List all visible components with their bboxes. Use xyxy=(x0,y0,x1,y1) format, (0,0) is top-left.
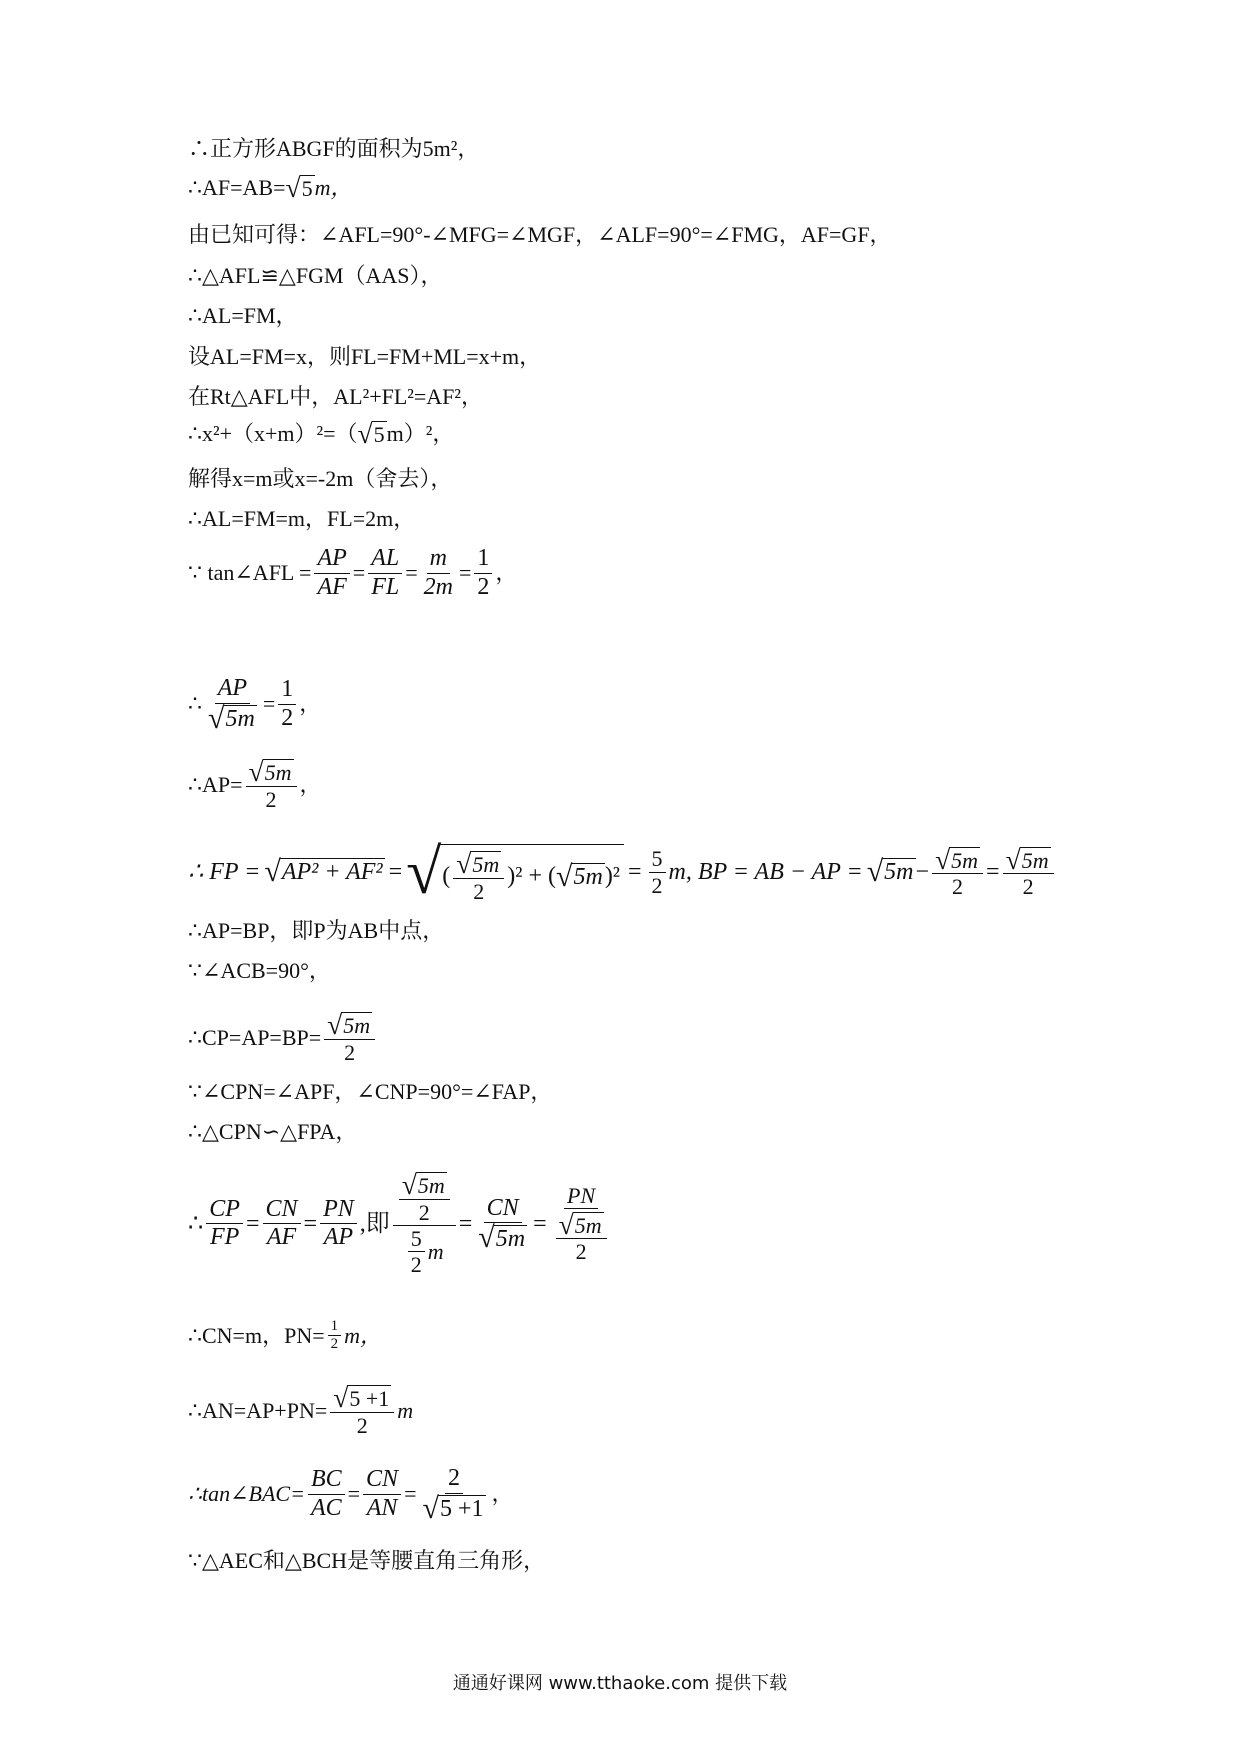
numerator: m xyxy=(427,545,450,574)
paren: )² + ( xyxy=(507,862,556,889)
text: ∴CP=AP=BP= xyxy=(188,1024,322,1050)
equals: = xyxy=(628,859,642,885)
sqrt: √ 5m xyxy=(478,1221,526,1255)
page-footer: 通通好课网 www.tthaoke.com 提供下载 xyxy=(452,1673,788,1694)
radicand: 5m xyxy=(1021,847,1049,873)
radicand: 5 xyxy=(373,422,385,448)
text: ∴CN=m，PN= xyxy=(188,1322,325,1348)
fraction xyxy=(421,545,456,601)
fraction xyxy=(324,1010,375,1065)
sqrt-big: √ ( √ 5m 2 )² + ( √ 5m )² xyxy=(406,840,624,904)
fraction xyxy=(278,676,296,732)
denominator: AC xyxy=(310,1494,342,1521)
numerator: 1 xyxy=(278,676,296,705)
fraction xyxy=(408,1226,425,1278)
denominator: AN xyxy=(366,1494,398,1521)
numerator: AP xyxy=(215,675,250,704)
equals: = xyxy=(388,859,403,885)
text: 在Rt△AFL中，AL²+FL²=AF²， xyxy=(188,384,483,409)
line-23 xyxy=(188,1465,514,1524)
numerator: 5 xyxy=(649,846,666,872)
sqrt: √ 5 +1 xyxy=(422,1491,484,1525)
comma: ， xyxy=(299,691,322,717)
line-21 xyxy=(188,1318,382,1354)
radicand: 5m xyxy=(573,863,603,890)
denominator: AF xyxy=(266,1224,297,1251)
line-19 xyxy=(188,1121,357,1143)
fraction xyxy=(1003,845,1054,900)
denominator: FL xyxy=(371,573,400,600)
text: ∵△AEC和△BCH是等腰直角三角形， xyxy=(188,1548,546,1573)
sqrt: √ 5m xyxy=(1005,843,1049,875)
fraction xyxy=(328,1318,342,1354)
sqrt: √ 5m xyxy=(327,1009,371,1041)
line-11 xyxy=(188,545,517,601)
radicand: AP² + AF² xyxy=(281,859,383,886)
fraction xyxy=(474,545,492,601)
line-8 xyxy=(188,420,454,448)
numerator: 1 xyxy=(474,545,492,574)
text: ∴tan∠BAC= xyxy=(188,1481,305,1507)
paren: ( xyxy=(442,862,451,889)
fraction xyxy=(932,845,983,900)
numerator: AP xyxy=(314,545,349,574)
numerator xyxy=(246,757,297,787)
denominator xyxy=(205,701,260,735)
denominator: 2 xyxy=(356,1412,368,1438)
line-4 xyxy=(188,265,443,287)
sqrt: √ 5m xyxy=(248,756,292,788)
numerator: PN xyxy=(564,1183,598,1209)
line-14 xyxy=(188,836,1057,907)
equals: = xyxy=(405,560,418,586)
sqrt: √ 5m xyxy=(401,1169,445,1201)
line-10 xyxy=(188,508,415,530)
sqrt: √ AP² + AF² xyxy=(264,855,383,888)
equals: = xyxy=(347,1481,361,1507)
text: ∴AN=AP+PN= xyxy=(188,1397,328,1423)
equals: = xyxy=(533,1210,547,1237)
text: 由已知可得：∠AFL=90°-∠MFG=∠MGF，∠ALF=90°=∠FMG，AF=GF， xyxy=(188,222,892,247)
line-3 xyxy=(188,224,892,246)
radicand: 5 xyxy=(301,176,313,202)
numerator: 5 xyxy=(408,1226,425,1252)
text: ∴ xyxy=(188,1210,204,1237)
fraction xyxy=(475,1195,530,1254)
sqrt: √ 5m xyxy=(208,701,255,735)
radicand xyxy=(440,844,624,904)
comma: ， xyxy=(299,771,322,797)
text: ∴△CPN∽△FPA， xyxy=(188,1119,358,1144)
fraction xyxy=(363,1466,401,1522)
denominator: 2 xyxy=(1022,874,1034,900)
fraction xyxy=(649,846,666,898)
sqrt: √ 5m xyxy=(866,855,914,888)
fraction xyxy=(308,1466,345,1522)
sqrt: √ 5m xyxy=(558,1208,602,1240)
comma: ， xyxy=(495,560,518,586)
line-6 xyxy=(188,346,541,368)
line-20 xyxy=(188,1170,616,1278)
equals: = xyxy=(459,560,472,586)
fraction xyxy=(314,545,349,601)
text: ∴AP= xyxy=(188,771,243,797)
text: ∵∠CPN=∠APF，∠CNP=90°=∠FAP， xyxy=(188,1079,553,1104)
equals: = xyxy=(245,1210,260,1237)
line-9 xyxy=(188,468,452,490)
text: 解得x=m或x=-2m（舍去）， xyxy=(188,466,453,491)
line-17 xyxy=(188,1010,378,1065)
denominator: 2 xyxy=(410,1252,422,1278)
numerator xyxy=(932,845,983,875)
denominator: 2m xyxy=(423,573,453,600)
line-13 xyxy=(188,757,322,812)
text: m， xyxy=(314,174,353,200)
radicand: 5m xyxy=(495,1225,526,1252)
fraction xyxy=(206,1196,243,1252)
text: m, BP = AB − AP = xyxy=(668,859,863,885)
text: m， xyxy=(344,1322,382,1348)
numerator xyxy=(324,1010,375,1040)
fraction xyxy=(556,1209,607,1264)
line-5 xyxy=(188,305,298,327)
denominator: 2 xyxy=(344,1039,356,1065)
fraction xyxy=(453,849,504,904)
radicand: 5m xyxy=(574,1212,602,1238)
line-18 xyxy=(188,1081,552,1103)
line-7 xyxy=(188,386,483,408)
denominator: AF xyxy=(317,573,347,600)
equals: = xyxy=(404,1481,417,1507)
line-24 xyxy=(188,1550,545,1572)
fraction xyxy=(368,545,402,601)
equals: = xyxy=(986,859,1000,885)
fraction xyxy=(399,1170,450,1225)
radicand: 5m xyxy=(343,1013,371,1039)
fraction xyxy=(263,1196,301,1252)
denominator: 2 xyxy=(265,786,277,812)
denominator: FP xyxy=(209,1224,240,1251)
numerator: CP xyxy=(206,1196,243,1225)
denominator xyxy=(402,1226,447,1278)
numerator xyxy=(399,1170,450,1200)
radicand: 5m xyxy=(472,852,500,878)
numerator xyxy=(453,849,504,879)
numerator: PN xyxy=(320,1196,357,1225)
fraction xyxy=(320,1196,357,1252)
equals: = xyxy=(262,691,276,717)
text: ∴△AFL≌△FGM（AAS）， xyxy=(188,263,443,288)
minus: − xyxy=(915,859,930,885)
fraction xyxy=(246,757,297,812)
paren: )² xyxy=(604,862,620,889)
compound-fraction xyxy=(550,1183,613,1264)
text: m xyxy=(427,1239,444,1265)
text: ∴AF=AB= xyxy=(188,174,286,200)
radicand: 5m xyxy=(951,847,979,873)
sqrt: √ 5 xyxy=(357,418,385,449)
text: ∴x²+（x+m）²=（ xyxy=(188,420,358,446)
sqrt: √ 5m xyxy=(556,859,603,893)
text: ∴正方形ABGF的面积为5m²， xyxy=(188,136,480,161)
numerator xyxy=(393,1170,456,1226)
line-15 xyxy=(188,920,444,942)
numerator xyxy=(330,1383,394,1413)
sqrt: √ 5 +1 xyxy=(333,1382,390,1414)
text: ∴ xyxy=(188,691,202,717)
denominator: 2 xyxy=(477,573,490,600)
line-16 xyxy=(188,960,331,982)
radicand: 5m xyxy=(417,1173,445,1199)
denominator: 2 xyxy=(651,872,663,898)
numerator: 2 xyxy=(445,1465,463,1494)
denominator: AP xyxy=(323,1224,354,1251)
fraction xyxy=(419,1465,488,1524)
radicand: 5 +1 xyxy=(439,1496,484,1522)
denominator: 2 xyxy=(281,704,294,731)
sqrt: √ 5m xyxy=(935,843,979,875)
denominator: 2 xyxy=(418,1199,430,1225)
text: ∴AP=BP，即P为AB中点， xyxy=(188,918,445,943)
text: ∴AL=FM， xyxy=(188,303,298,328)
numerator: AL xyxy=(368,545,402,574)
numerator xyxy=(556,1209,607,1239)
numerator xyxy=(1003,845,1054,875)
equals: = xyxy=(352,560,366,586)
denominator: 2 xyxy=(330,1336,339,1353)
fraction xyxy=(330,1383,394,1438)
compound-fraction xyxy=(393,1170,456,1278)
text: m）²， xyxy=(386,420,455,446)
line-2 xyxy=(188,174,352,202)
text: ,即 xyxy=(359,1210,390,1237)
radicand: 5 +1 xyxy=(349,1386,390,1412)
numerator: BC xyxy=(308,1466,345,1495)
radicand: 5m xyxy=(264,760,292,786)
line-12 xyxy=(188,675,321,734)
text: ∵∠ACB=90°， xyxy=(188,958,331,983)
denominator: 2 xyxy=(575,1239,587,1265)
line-22 xyxy=(188,1383,413,1438)
text: m xyxy=(397,1397,414,1423)
numerator: 1 xyxy=(328,1318,342,1336)
numerator: CN xyxy=(484,1195,522,1224)
equals: = xyxy=(458,1210,473,1237)
denominator: 2 xyxy=(952,874,964,900)
text: ∴AL=FM=m，FL=2m， xyxy=(188,506,416,531)
denominator xyxy=(550,1209,613,1264)
numerator: CN xyxy=(263,1196,301,1225)
denominator xyxy=(419,1491,488,1525)
radicand: 5m xyxy=(225,706,255,732)
numerator: CN xyxy=(363,1466,401,1495)
denominator xyxy=(475,1223,530,1253)
fraction xyxy=(205,675,260,734)
equals: = xyxy=(303,1210,318,1237)
denominator: 2 xyxy=(473,878,485,904)
text: ∵ tan∠AFL = xyxy=(188,560,312,586)
sqrt: √ 5m xyxy=(456,848,500,880)
radicand: 5m xyxy=(884,859,914,886)
text: 设AL=FM=x，则FL=FM+ML=x+m， xyxy=(188,344,542,369)
line-1 xyxy=(188,138,479,160)
sqrt: √ 5 xyxy=(285,172,313,203)
comma: ， xyxy=(491,1481,514,1507)
text: ∴ FP = xyxy=(188,859,261,885)
